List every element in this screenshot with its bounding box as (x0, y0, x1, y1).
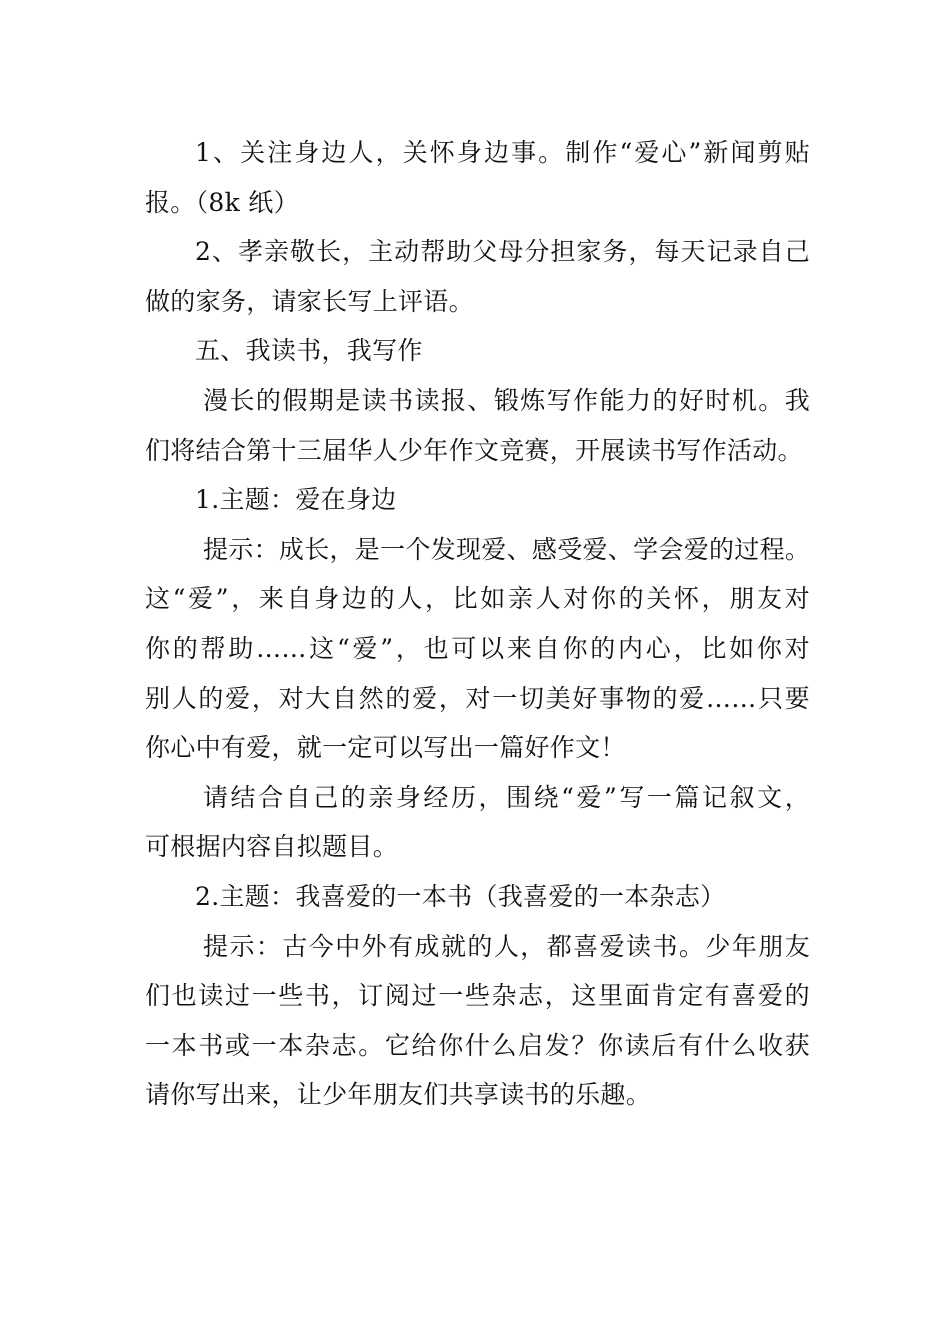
intro-line-2: 们将结合第十三届华人少年作文竞赛，开展读书写作活动。 (145, 435, 803, 465)
document-body (145, 128, 810, 1120)
theme-1-hint-line-2: 这“爱”，来自身边的人，比如亲人对你的关怀，朋友对 (145, 584, 810, 614)
theme-2-hint-line-1: 提示：古今中外有成就的人，都喜爱读书。少年朋友 (203, 931, 810, 961)
section-heading: 五、我读书，我写作 (195, 336, 423, 366)
theme-1-hint-line-1: 提示：成长，是一个发现爱、感受爱、学会爱的过程。 (203, 534, 811, 564)
item-2-line-2: 做的家务，请家长写上评语。 (145, 286, 474, 316)
theme-2-hint-line-2: 们也读过一些书，订阅过一些杂志，这里面肯定有喜爱的 (145, 981, 810, 1011)
theme-2-heading: 2.主题：我喜爱的一本书（我喜爱的一本杂志） (195, 881, 726, 911)
item-2-line-1: 2、孝亲敬长，主动帮助父母分担家务，每天记录自己 (195, 237, 810, 267)
theme-1-task-line-2: 可根据内容自拟题目。 (145, 832, 399, 862)
theme-1-hint-line-5: 你心中有爱，就一定可以写出一篇好作文！ (145, 733, 626, 763)
item-1-line-1: 1、关注身边人，关怀身边事。制作“爱心”新闻剪贴 (195, 138, 810, 167)
item-1-line-2: 报。（8k 纸） (145, 187, 299, 217)
theme-1-hint-line-3: 你的帮助……这“爱”，也可以来自你的内心，比如你对 (145, 633, 810, 663)
theme-1-task-line-1: 请结合自己的亲身经历，围绕“爱”写一篇记叙文， (203, 782, 810, 812)
theme-2-hint-line-4: 请你写出来，让少年朋友们共享读书的乐趣。 (145, 1080, 652, 1110)
intro-line-1: 漫长的假期是读书读报、锻炼写作能力的好时机。我 (203, 385, 810, 415)
theme-2-hint-line-3: 一本书或一本杂志。它给你什么启发？你读后有什么收获 (145, 1030, 810, 1060)
theme-1-hint-line-4: 别人的爱，对大自然的爱，对一切美好事物的爱……只要 (145, 683, 810, 713)
theme-1-heading: 1.主题：爱在身边 (195, 485, 397, 515)
